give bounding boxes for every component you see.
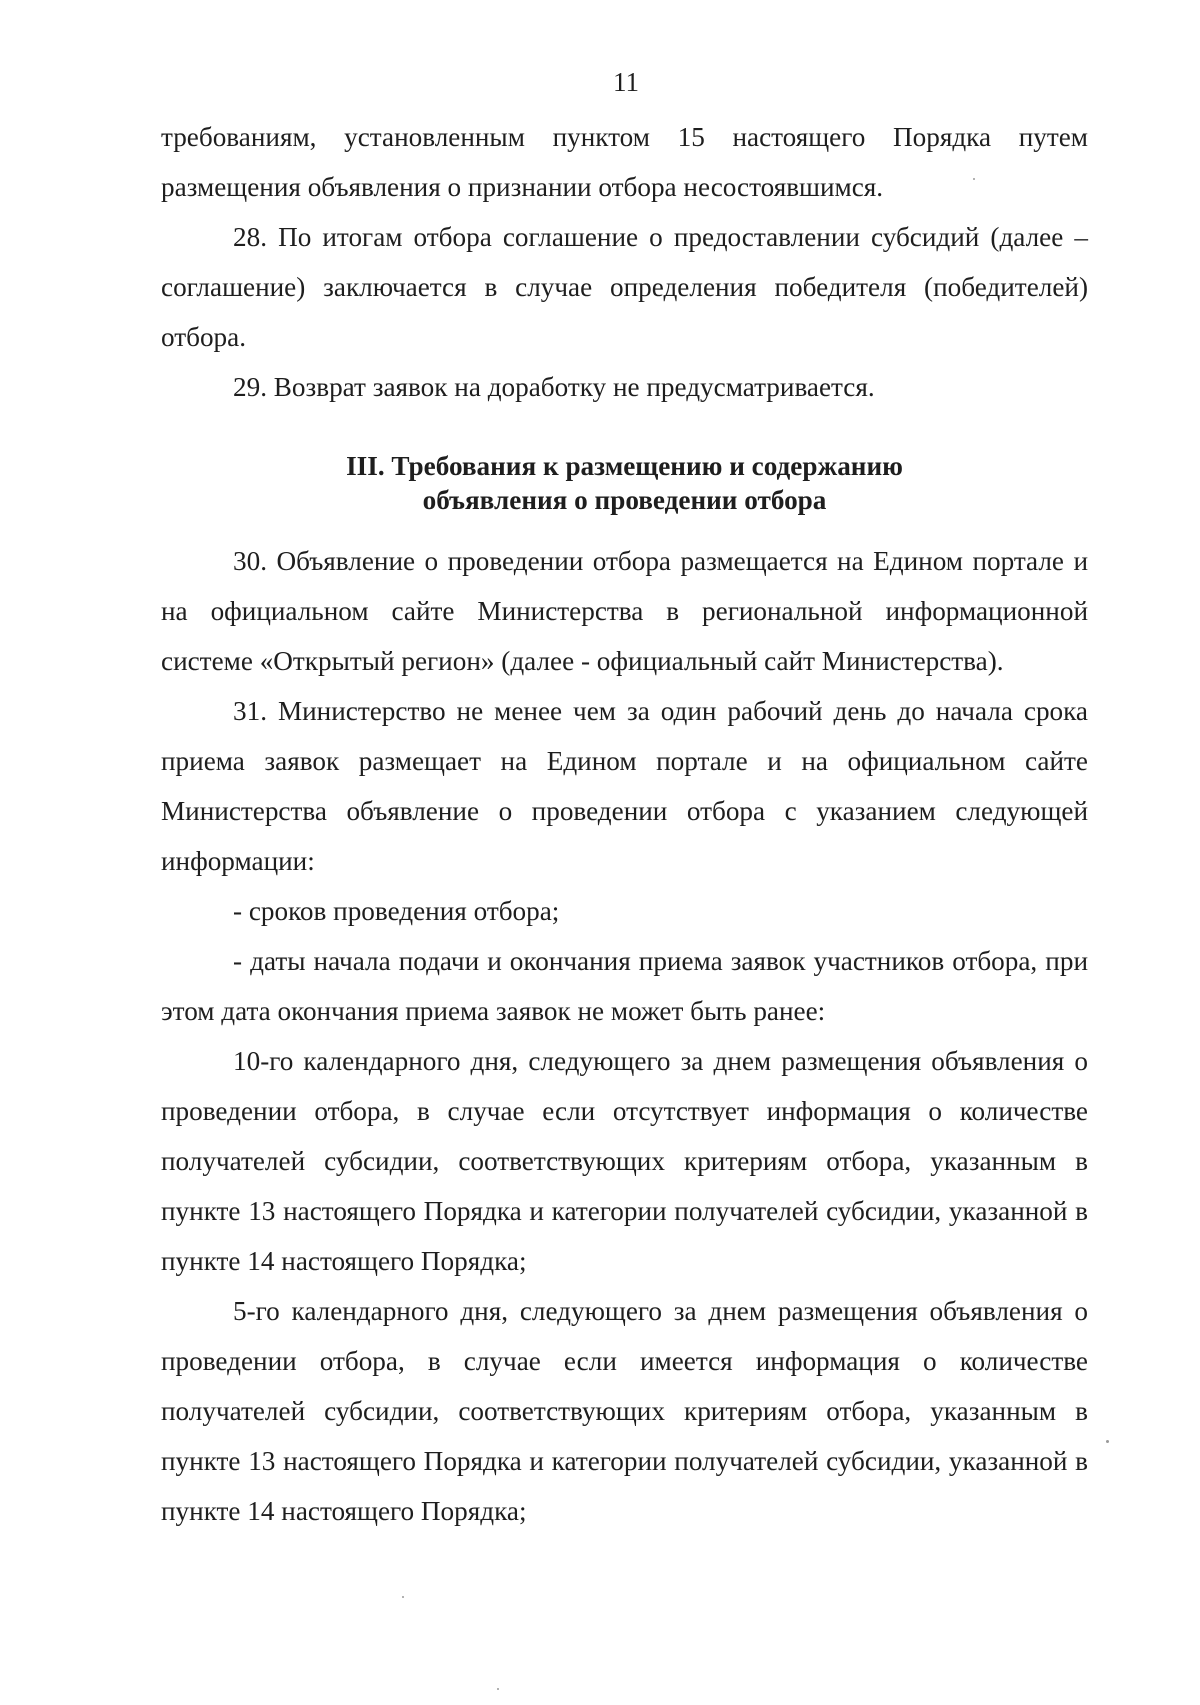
text-block-section-iii	[161, 536, 1088, 1536]
paragraph-28: 28. По итогам отбора соглашение о предоставлении субсидий (далее – соглашение) заключается в случае определения победителя (победителей) отбора.	[161, 222, 1088, 352]
paragraph-30: 30. Объявление о проведении отбора размещается на Едином портале и на официальном сайте Министерства в региональной информационной системе «Открытый регион» (далее - официальный сайт Министерства).	[161, 546, 1088, 676]
paragraph-5th-day: 5-го календарного дня, следующего за днем размещения объявления о проведении отбора, в случае если имеется информация о количестве получателей субсидии, соответствующих критериям отбора, указанным в пункте 13 настоящего Порядка и категории получателей субсидии, указанной в пункте 14 настоящего Порядка;	[161, 1296, 1088, 1526]
text-block-before-section	[161, 112, 1088, 412]
paragraph-31: 31. Министерство не менее чем за один рабочий день до начала срока приема заявок размещает на Едином портале и на официальном сайте Министерства объявление о проведении отбора с указанием следующей информации:	[161, 696, 1088, 876]
page-number: 11	[613, 67, 639, 97]
section-heading-line-2: объявления о проведении отбора	[422, 485, 827, 515]
scan-speck	[497, 1688, 499, 1690]
paragraph-continuation: требованиям, установленным пунктом 15 настоящего Порядка путем размещения объявления о признании отбора несостоявшимся.	[161, 122, 1088, 202]
scan-speck	[402, 1596, 404, 1598]
paragraph-10th-day: 10-го календарного дня, следующего за днем размещения объявления о проведении отбора, в случае если отсутствует информация о количестве получателей субсидии, соответствующих критериям отбора, указанным в пункте 13 настоящего Порядка и категории получателей субсидии, указанной в пункте 14 настоящего Порядка;	[161, 1046, 1088, 1276]
list-item-deadlines: - сроков проведения отбора;	[233, 896, 560, 926]
section-heading-line-1: III. Требования к размещению и содержанию	[346, 451, 903, 481]
scan-speck	[973, 178, 975, 180]
scan-speck	[1106, 1440, 1109, 1443]
section-heading	[161, 449, 1088, 517]
list-item-dates: - даты начала подачи и окончания приема заявок участников отбора, при этом дата окончания приема заявок не может быть ранее:	[161, 946, 1088, 1026]
paragraph-29: 29. Возврат заявок на доработку не предусматривается.	[233, 372, 875, 402]
